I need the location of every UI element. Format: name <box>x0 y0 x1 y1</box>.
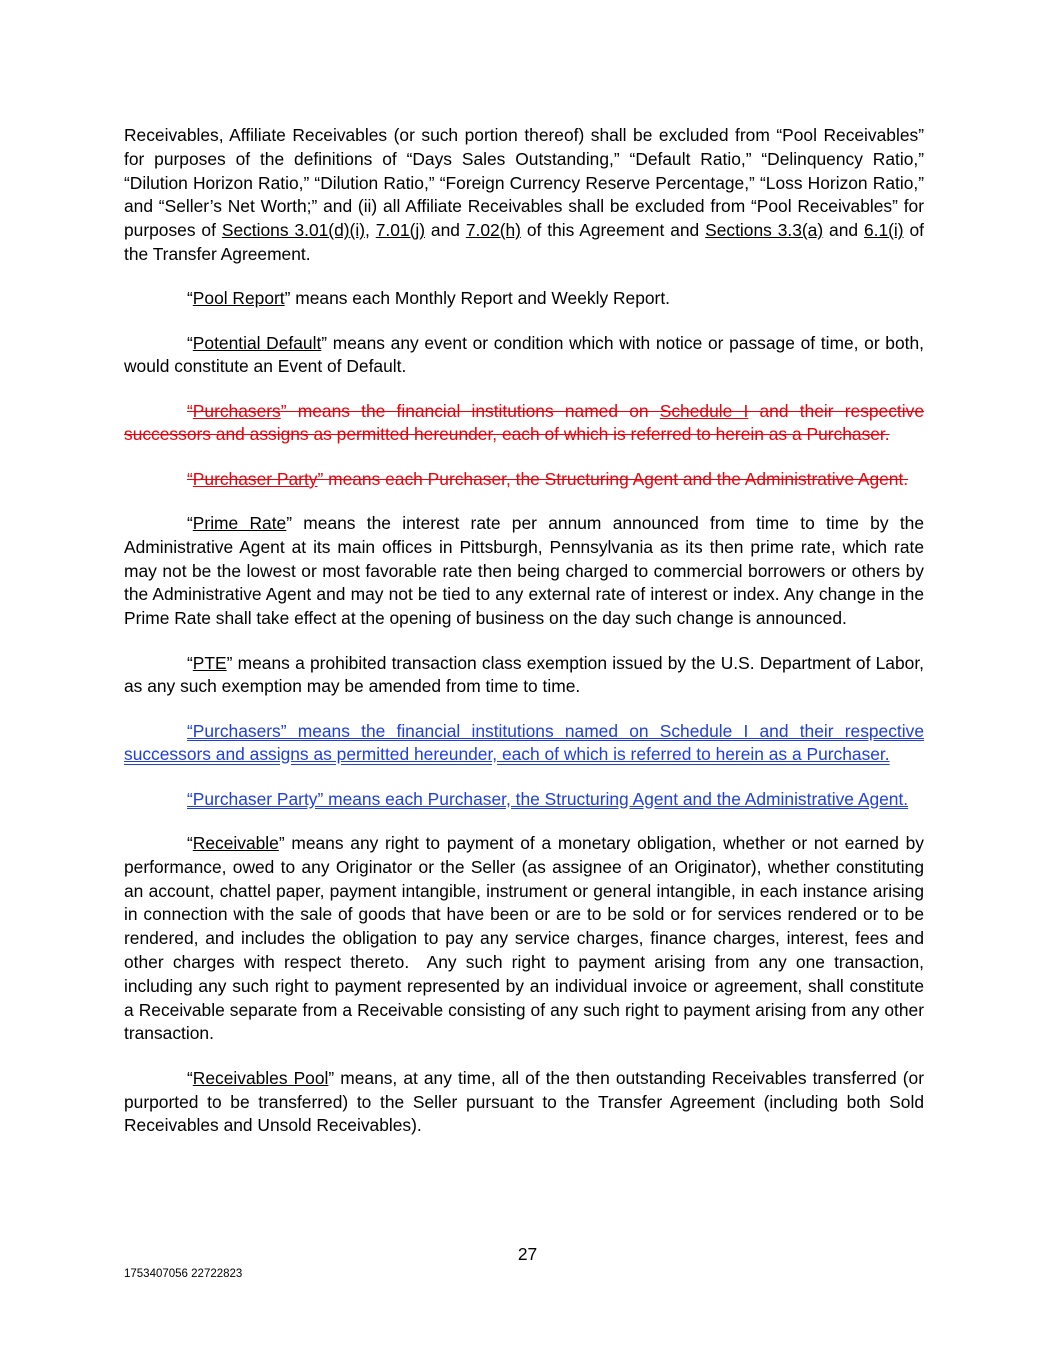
text-segment: , <box>365 220 376 241</box>
definition-text: and their respective successors and assigns as permitted hereunder, each of which is referred to herein as a Purchaser. <box>124 400 924 445</box>
text-segment: Receivables, Affiliate Receivables (or such portion thereof) shall be excluded from “Pool Receivables” for purposes of the definitions of “Days Sales Outstanding,” “Default Ratio,” “Delinquency Ratio,” “Dilution Horizon Ratio,” “Dilution Ratio,” “Foreign Currency Reserve Percentage,” “Loss Horizon Ratio,” and “Seller’s Net Worth;” and (ii) all Affiliate Receivables shall be excluded from “Pool Receivables” for purposes of <box>124 125 924 241</box>
text-segment: and <box>823 220 864 241</box>
definition-text: ” means any event or condition which with notice or passage of time, or both, would constitute an Event of Default. <box>124 332 924 377</box>
open-quote: “ <box>187 332 193 353</box>
definition-potential-default <box>124 332 924 380</box>
definition-receivable <box>124 832 924 1046</box>
section-reference: 6.1(i) <box>863 220 904 241</box>
deleted-definition-purchasers <box>124 400 924 448</box>
definition-text: ” means a prohibited transaction class exemption issued by the U.S. Department of Labor, as any such exemption may be amended from time to time. <box>124 652 924 697</box>
inserted-definition-purchaser-party: “Purchaser Party” means each Purchaser, the Structuring Agent and the Administrative Agent. <box>187 788 909 809</box>
definition-text: ” means the interest rate per annum announced from time to time by the Administrative Agent at its main offices in Pittsburgh, Pennsylvania as its then prime rate, which rate may not be the lowest or most favorable rate then being charged to commercial borrowers or others by the Administrative Agent and may not be tied to any external rate of interest or index. Any change in the Prime Rate shall take effect at the opening of business on the day such change is announced. <box>124 513 924 629</box>
definition-receivables-pool <box>124 1067 924 1138</box>
deleted-definition-purchaser-party <box>124 468 924 492</box>
text-segment: and <box>425 220 466 241</box>
defined-term: Prime Rate <box>192 513 287 534</box>
definition-text: ” means the financial institutions named on <box>280 400 660 421</box>
paragraph-affiliate-receivables <box>124 124 924 267</box>
page-number: 27 <box>517 1244 538 1264</box>
open-quote: “ <box>187 513 193 534</box>
section-reference: 7.02(h) <box>465 220 521 241</box>
document-id: 1753407056 22722823 <box>124 1268 243 1280</box>
definition-text: ” means any right to payment of a monetary obligation, whether or not earned by performance, owed to any Originator or the Seller (as assignee of an Originator), whether constituting an account, chattel paper, payment intangible, instrument or general intangible, in each instance arising in connection with the sale of goods that have been or are to be sold or for services rendered or to be rendered, and includes the obligation to pay any service charges, finance charges, interest, fees and other charges with respect thereto. Any such right to payment arising from any one transaction, including any such right to payment represented by an individual invoice or agreement, shall constitute a Receivable separate from a Receivable consisting of any such right to payment arising from any other transaction. <box>124 833 924 1044</box>
text-segment: of the Transfer Agreement. <box>124 220 924 264</box>
section-reference: Sections 3.01(d)(i) <box>221 220 365 241</box>
open-quote: “ <box>187 288 193 309</box>
definition-pool-report <box>124 287 924 311</box>
definition-text: ” means each Purchaser, the Structuring Agent and the Administrative Agent. <box>317 468 909 489</box>
defined-term: Potential Default <box>192 332 322 353</box>
schedule-reference: Schedule I <box>659 400 749 421</box>
definition-text: ” means, at any time, all of the then outstanding Receivables transferred (or purported to be transferred) to the Seller pursuant to the Transfer Agreement (including both Sold Receivables and Unsold Receivables). <box>124 1067 924 1136</box>
document-body <box>124 124 924 1159</box>
text-segment: of this Agreement and <box>520 220 706 241</box>
open-quote: “ <box>187 1067 193 1088</box>
defined-term: PTE <box>192 652 227 673</box>
open-quote: “ <box>187 468 193 489</box>
defined-term: Pool Report <box>192 288 285 309</box>
open-quote: “ <box>187 400 193 421</box>
open-quote: “ <box>187 833 193 854</box>
section-reference: 7.01(j) <box>375 220 426 241</box>
definition-pte <box>124 652 924 700</box>
open-quote: “ <box>187 652 193 673</box>
defined-term: Purchaser Party <box>192 468 318 489</box>
defined-term: Receivables Pool <box>192 1067 329 1088</box>
definition-text: ” means each Monthly Report and Weekly Report. <box>284 288 670 309</box>
defined-term: Receivable <box>192 833 279 854</box>
definition-prime-rate <box>124 512 924 631</box>
defined-term: Purchasers <box>192 400 281 421</box>
inserted-definition-purchasers: “Purchasers” means the financial institutions named on Schedule I and their respective successors and assigns as permitted hereunder, each of which is referred to herein as a Purchaser. <box>124 720 924 765</box>
section-reference: Sections 3.3(a) <box>705 220 824 241</box>
